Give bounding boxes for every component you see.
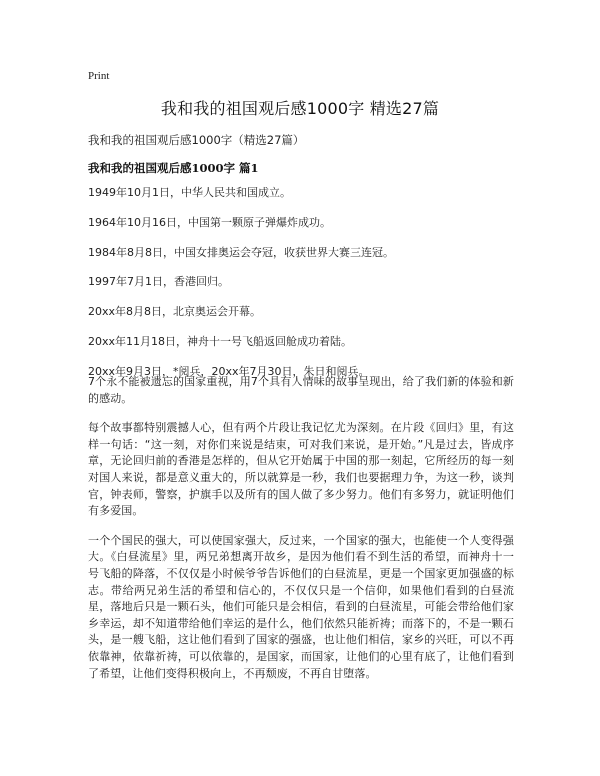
- print-label: Print: [88, 70, 110, 82]
- body-paragraph: 一个个国民的强大，可以使国家强大，反过来，一个国家的强大，也能使一个人变得强大。《白昼流星》里，两兄弟想离开故乡，是因为他们看不到生活的希望，而神舟十一号飞船的降落，不仅仅是小时候爷爷告诉他们的白昼流星，更是一个国家更加强盛的标志。带给两兄弟生活的希望和信心的，不仅仅只是一个信仰，如果他们看到的白昼流星，落地后只是一颗石头，他们可能只是会相信，看到的白昼流星，可能会带给他们家乡幸运，却不知道带给他们幸运的是什么，他们依然只能祈祷；而落下的，不是一颗石头，是一艘飞船，这让他们看到了国家的强盛，也让他们相信，家乡的兴旺，可以不再依靠神，依靠祈祷，可以依靠的，是国家，而国家，让他们的心里有底了，让他们看到了希望，让他们变得积极向上，不再颓废，不再自甘堕落。: [88, 533, 514, 680]
- event-item: 20xx年9月3日，*阅兵，20xx年7月30日，朱日和阅兵。: [88, 364, 370, 378]
- document-subtitle: 我和我的祖国观后感1000字（精选27篇）: [88, 133, 305, 147]
- document-title: 我和我的祖国观后感1000字 精选27篇: [160, 99, 440, 118]
- event-item: 1997年7月1日，香港回归。: [88, 275, 229, 289]
- body-paragraph: 每个故事都特别震撼人心，但有两个片段让我记忆尤为深刻。在片段《回归》里，有这样一句话：“这一刻，对你们来说是结束，可对我们来说，是开始。”凡是过去，皆成序章，无论回归前的香港是怎样的，但从它开始属于中国的那一刻起，它所经历的每一刻对国人来说，都是意义重大的，所以就算是一秒，我们也要据理力争，为这一秒，谈判官，钟表师，警察，护旗手以及所有的国人做了多少努力。他们有多努力，就证明他们有多爱国。: [88, 421, 514, 518]
- event-item: 20xx年11月18日，神舟十一号飞船返回舱成功着陆。: [88, 334, 353, 348]
- event-item: 20xx年8月8日，北京奥运会开幕。: [88, 305, 262, 319]
- section-heading: 我和我的祖国观后感1000字 篇1: [88, 161, 259, 175]
- event-item: 1984年8月8日，中国女排奥运会夺冠，收获世界大赛三连冠。: [88, 245, 394, 259]
- event-item: 1949年10月1日，中华人民共和国成立。: [88, 186, 291, 199]
- body-paragraph: 7个永不能被遗忘的国家重视，用7个具有人情味的故事呈现出，给了我们新的体验和新的感动。: [88, 375, 514, 405]
- body-paragraphs: [88, 374, 514, 695]
- event-list: [88, 186, 512, 395]
- event-item: 1964年10月16日，中国第一颗原子弹爆炸成功。: [88, 215, 331, 229]
